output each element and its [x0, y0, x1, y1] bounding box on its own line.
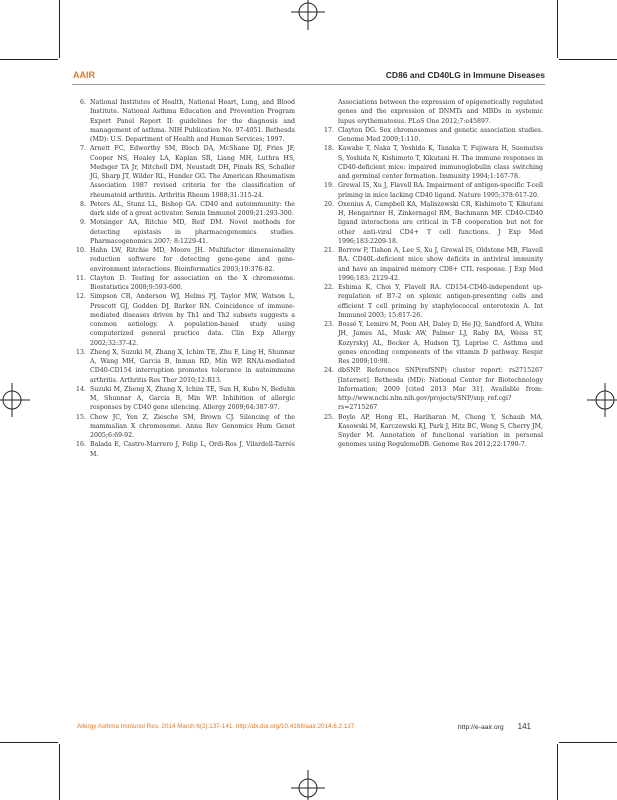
reference-item: 19. Grewal IS, Xu J, Flavell RA. Impairment of antigen-specific T-cell priming in mice lacking CD40 ligand. Nature 1995;378:617-20. — [324, 182, 543, 199]
registration-mark-bottom — [288, 770, 328, 800]
reference-item: 13. Zheng X, Suzuki M, Zhang X, Ichim TE, Zhu F, Ling H, Shunnar A, Wang MH, Garcia B, Inman RD, Min WP. RNAi-mediated CD40-CD154 interruption promotes tolerance in autoimmune arthritis. Arthritis Res Ther 2010;12:R13. — [76, 348, 295, 384]
crop-mark — [59, 0, 60, 58]
reference-item: 12. Simpson CR, Anderson WJ, Helms PJ, Taylor MW, Watson L, Prescott GJ, Godden DJ, Barker RN. Coincidence of immune-mediated diseases driven by Th1 and Th2 subsets suggests a common aetiology. A population-based study using computerized general practice data. Clin Exp Allergy 2002;32:37-42. — [76, 293, 295, 347]
reference-item: 24. dbSNP. Reference SNP(refSNP) cluster report: rs2715267 [Internet]. Bethesda (MD): National Center for Biotechnology Information; 2009 [cited 2013 Mar 31]. Available from: http://www.ncbi.nlm.nih.gov/projects/SNP/snp_ref.cgi?rs=2715267 — [324, 367, 543, 412]
reference-item: 10. Hahn LW, Ritchie MD, Moore JH. Multifactor dimensionality reduction software for detecting gene-gene and gene-environment interactions. Bioinformatics 2003;19:376-82. — [76, 247, 295, 273]
reference-item: 9. Motsinger AA, Ritchie MD, Reif DM. Novel methods for detecting epistasis in pharmacogenomics studies. Pharmacogenomics 2007; 8:1229-41. — [80, 219, 295, 245]
page-number: 141 — [517, 722, 531, 731]
reference-item: 8. Peters AL, Stunz LL, Bishop GA. CD40 and autoimmunity: the dark side of a great activator. Semin Immunol 2009;21:293-300. — [80, 200, 295, 217]
registration-mark-top — [288, 0, 328, 30]
crop-mark — [557, 0, 558, 58]
reference-item: 14. Suzuki M, Zheng X, Zhang X, Ichim TE, Sun H, Kubo N, Beduhn M, Shunnar A, Garcia B, Min WP. Inhibition of allergic responses by CD40 gene silencing. Allergy 2009;64:387-97. — [76, 385, 295, 412]
footer-citation[interactable]: Allergy Asthma Immunol Res. 2014 March;6(2):137-141. http://dx.doi.org/10.4168/aair.2014.6.2.137 — [77, 723, 355, 730]
reference-item: 21. Borrow P, Tishon A, Lee S, Xu J, Grewal IS, Oldstone MB, Flavell RA. CD40L-deficient mice show deficits in antiviral immunity and have an impaired memory CD8+ CTL response. J Exp Med 1996;183: 2129-42. — [324, 247, 543, 282]
reference-item: 18. Kawabe T, Naka T, Yoshida K, Tanaka T, Fujiwara H, Suematsu S, Yoshida N, Kishimoto T, Kikutani H. The immune responses in CD40-deficient mice: impaired immunoglobulin class switching and germinal center formation. Immunity 1994;1:167-78. — [324, 145, 543, 180]
reference-item: 7. Arnett FC, Edworthy SM, Bloch DA, McShane DJ, Fries JF, Cooper NS, Healey LA, Kaplan SR, Liang MH, Luthra HS, Medsger TA Jr, Mitchell DM, Neustadt DH, Pinals RS, Schaller JG, Sharp JT, Wilder RL, Hunder GG. The American Rheumatism Association 1987 revised criteria for the classification of rheumatoid arthritis. Arthritis Rheum 1988;31:315-24. — [80, 145, 295, 199]
reference-item: 20. Oxenius A, Campbell KA, Maliszewski CR, Kishimoto T, Kikutani H, Hengartner H, Zinkernagel RM, Bachmann MF. CD40-CD40 ligand interactions are critical in T-B cooperation but not for other anti-viral CD4+ T cell functions. J Exp Med 1996;183:2209-18. — [324, 200, 543, 245]
reference-item: 25. Boyle AP, Hong EL, Hariharan M, Cheng Y, Schaub MA, Kasowski M, Karczewski KJ, Park J, Hitz BC, Weng S, Cherry JM, Snyder M. Annotation of functional variation in personal genomes using RegulomeDB. Genome Res 2012;22:1790-7. — [324, 413, 543, 449]
crop-mark — [559, 59, 617, 60]
reference-item: 11. Clayton D. Testing for association on the X chromosome. Biostatistics 2008;9:593-600. — [76, 274, 295, 291]
reference-item-continued: Associations between the expression of epigenetically regulated genes and the expression of DNMTs and MBDs in systemic lupus erythematosus. PLoS One 2012;7:e45897. — [338, 99, 543, 125]
registration-mark-right — [587, 380, 617, 420]
crop-mark — [559, 742, 617, 743]
reference-item: 6. National Institutes of Health, National Heart, Lung, and Blood Institute. National Asthma Education and Prevention Program Expert Panel Report II: guidelines for the diagnosis and management of asthma. NIH Publication No. 97-4051. Bethesda (MD): U.S. Department of Health and Human Services; 1997. — [80, 99, 295, 143]
journal-name: AAIR — [73, 70, 95, 80]
reference-list — [70, 98, 295, 459]
reference-item: 23. Bossé Y, Lemire M, Poon AH, Daley D, He JQ, Sandford A, White JH, James AL, Musk AW, Palmer LJ, Raby BA, Weiss ST, Kozyrskyj AL, Becker A, Hudson TJ, Laprise C. Asthma and genes encoding components of the vitamin D pathway. Respir Res 2009;10:98. — [324, 321, 543, 365]
reference-item: 22. Eshima K, Choi Y, Flavell RA. CD154-CD40-independent up-regulation of B7-2 on splenic antigen-presenting cells and efficient T cell priming by staphylococcal enterotoxin A. Int Immunol 2003; 15:817-26. — [324, 284, 543, 319]
crop-mark — [59, 744, 60, 800]
crop-mark — [0, 742, 58, 743]
reference-item: 17. Clayton DG. Sex chromosomes and genetic association studies. Genome Med 2009;1:110. — [324, 126, 543, 143]
footer-right — [458, 722, 531, 731]
header-divider — [72, 84, 545, 85]
crop-mark — [0, 59, 58, 60]
reference-item: 15. Chow JC, Yen Z, Ziesche SM, Brown CJ. Silencing of the mammalian X chromosome. Annu Rev Genomics Hum Genet 2005;6:69-92. — [76, 413, 295, 439]
references-left-column — [70, 98, 295, 459]
reference-list — [318, 98, 543, 450]
journal-url-link[interactable]: http://e-aair.org — [457, 724, 504, 731]
references-right-column — [318, 98, 543, 450]
crop-mark — [557, 744, 558, 800]
running-title: CD86 and CD40LG in Immune Diseases — [385, 70, 545, 80]
registration-mark-left — [0, 380, 30, 420]
reference-item: 16. Balada E, Castro-Marrero J, Felip L, Ordi-Ros J, Vilardell-Tarrés M. — [76, 441, 295, 458]
